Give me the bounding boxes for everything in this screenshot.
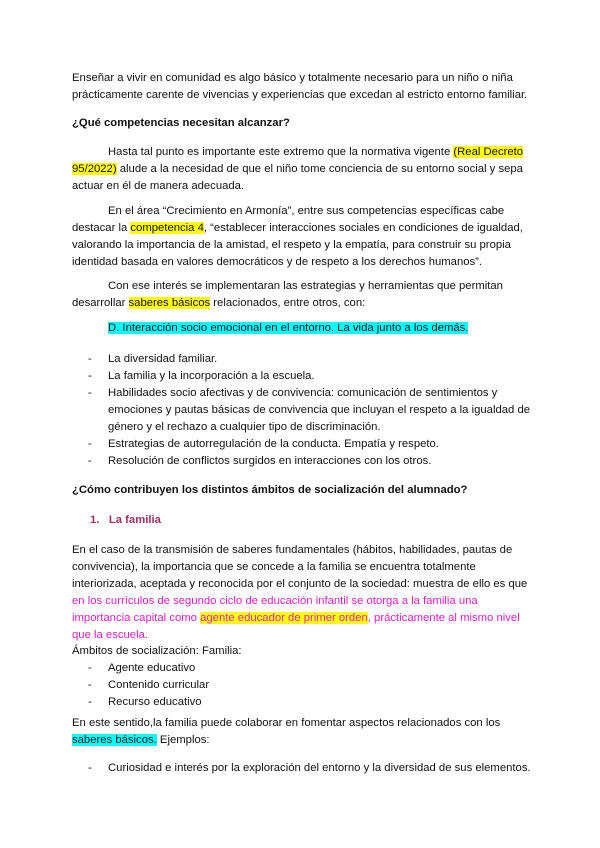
list-item: - Curiosidad e interés por la exploración del entorno y la diversidad de sus elementos. [88, 762, 531, 774]
ejemplos-list [72, 760, 531, 777]
list-item: - Contenido curricular [88, 679, 210, 691]
list-item: - Estrategias de autorregulación de la conducta. Empatía y respeto. [88, 438, 439, 450]
list-item: - La familia y la incorporación a la escuela. [88, 370, 315, 382]
highlight-decreto-number: 95/2022) [72, 163, 117, 175]
list-item: - La diversidad familiar. [88, 353, 218, 365]
paragraph-estrategias: Con ese interés se implementaran las estrategias y herramientas que permitan desarrollar saberes básicos relacionados, entre otros, con: [72, 280, 503, 309]
list-item: - Habilidades socio afectivas y de convivencia: comunicación de sentimientos y emociones y pautas básicas de convivencia que incluyan el respeto a la igualdad de género y el rechazo a cualquier tipo de discriminación. [88, 387, 531, 433]
list-item: - Agente educativo [88, 662, 196, 674]
highlight-agente-educador: agente educador de primer orden [200, 612, 368, 624]
subheading-familia: 1. La familia [90, 514, 161, 526]
highlight-saberes-basicos: saberes básicos [128, 297, 211, 309]
paragraph-colaborar: En este sentido,la familia puede colaborar en fomentar aspectos relacionados con los saberes básicos. Ejemplos: [72, 717, 501, 746]
list-item: - Resolución de conflictos surgidos en interacciones con los otros. [88, 455, 432, 467]
paragraph-crecimiento: En el área “Crecimiento en Armonía”, entre sus competencias específicas cabe destacar la competencia 4, “establecer interacciones sociales en condiciones de igualdad, valorando la importancia de la amistad, el respeto y la empatía, para construir su propia identidad basada en valores democráticos y de respeto a los derechos humanos”. [72, 205, 523, 268]
heading-ambitos: ¿Cómo contribuyen los distintos ámbitos de socialización del alumnado? [72, 484, 468, 496]
bloque-d-heading [72, 320, 528, 337]
paragraph-transmision: En el caso de la transmisión de saberes fundamentales (hábitos, habilidades, pautas de convivencia), la importancia que se concede a la familia se encuentra totalmente interiorizada, aceptada y reconocida por el conjunto de la sociedad: muestra de ello es que en los currículos de segundo ciclo de educación infantil se otorga a la familia una importancia capital como agente educador de primer orden, prácticamente al mismo nivel que la escuela. [72, 544, 528, 641]
highlight-competencia-4: competencia 4 [130, 222, 204, 234]
list-item: - Recurso educativo [88, 696, 202, 708]
saberes-list [72, 351, 531, 470]
highlight-saberes-basicos-2: saberes básicos. [72, 734, 157, 746]
intro-paragraph: Enseñar a vivir en comunidad es algo básico y totalmente necesario para un niño o niña prácticamente carente de vivencias y experiencias que excedan al estricto entorno familiar. [72, 72, 528, 101]
highlight-real-decreto: (Real Decreto [453, 146, 524, 158]
paragraph-real-decreto: Hasta tal punto es importante este extremo que la normativa vigente (Real Decreto 95/2022) alude a la necesidad de que el niño tome conciencia de su entorno social y sepa actuar en él de manera adecuada. [72, 146, 524, 192]
ambitos-section: Ámbitos de socialización: Familia: - Agente educativo - Contenido curricular - Recurso educativo [72, 643, 528, 711]
highlight-bloque-d: D. Interacción socio emocional en el entorno. La vida junto a los demás. [108, 322, 469, 334]
heading-competencias: ¿Qué competencias necesitan alcanzar? [72, 117, 290, 129]
